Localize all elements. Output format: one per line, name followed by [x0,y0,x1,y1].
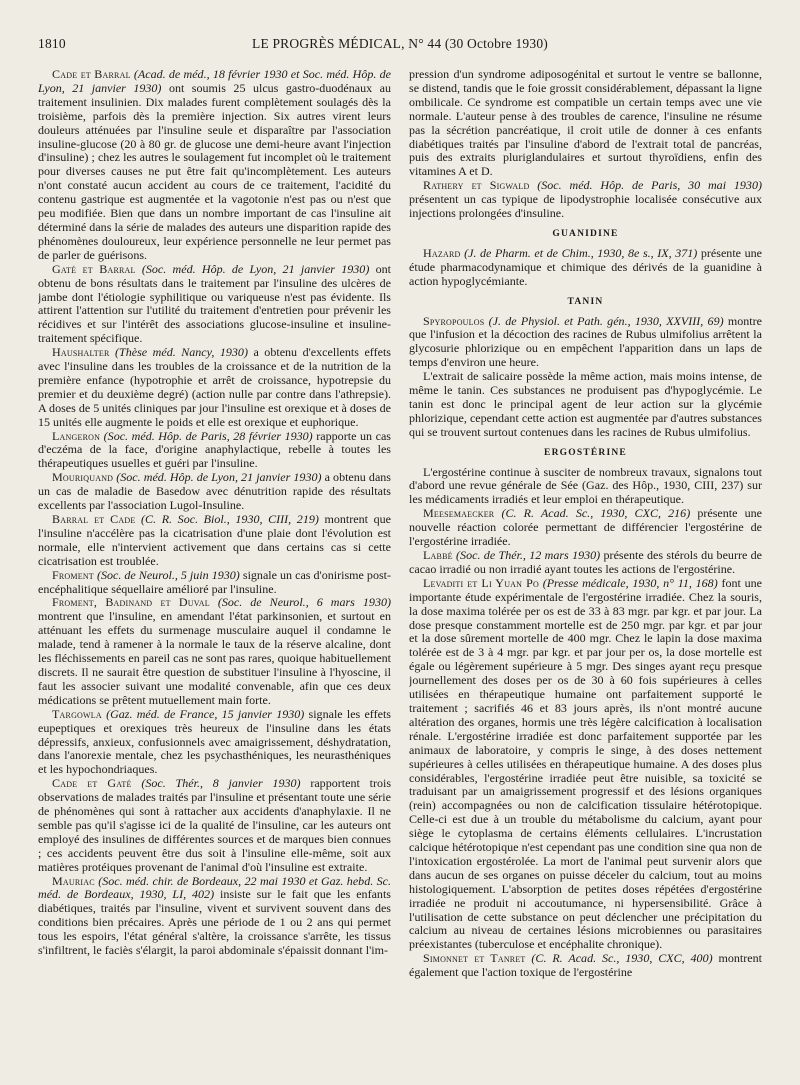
abstract-paragraph [38,875,391,958]
abstract-paragraph [409,549,762,577]
article-columns [38,68,762,1068]
abstract-text: montrent également que l'action toxique de l'ergostérine [409,951,762,980]
left-column [38,68,391,1068]
author-names: Froment, Badinand et Duval [52,595,210,610]
citation-source: (Soc. de Thér., 12 mars 1930) [456,548,601,562]
abstract-paragraph [409,952,762,980]
author-names: Hazard [423,245,461,260]
citation-source: (Soc. méd. Hôp. de Lyon, 21 janvier 1930) [116,470,322,485]
author-names: Langeron [52,428,101,443]
running-header [38,36,762,56]
author-names: Labbé [423,548,453,562]
abstract-text: présentent un cas typique de lipodystrophie localisée consécutive aux injections prolongées d'insuline. [409,192,762,221]
citation-source: (C. R. Acad. Sc., 1930, CXC, 400) [531,951,713,966]
journal-title: LE PROGRÈS MÉDICAL, N° 44 (30 Octobre 1930) [252,36,548,51]
abstract-paragraph [38,471,391,513]
page-number: 1810 [38,36,66,51]
abstract-paragraph [38,430,391,472]
abstract-paragraph [38,513,391,569]
section-heading-ergosterine: ERGOSTÉRINE [544,447,627,458]
abstract-paragraph [38,68,391,263]
body-paragraph: L'extrait de salicaire possède la même action, mais moins intense, de même le tanin. Ces substances ne produisent pas d'hypoglycémie. Le tanin est donc le principal agent de leur action sur la glycémie phlorizique, cependant cette action est augmentée par d'autres substances qui se trouvent surtout contenues dans les racines de Rubus ulmifolius. [409,369,762,439]
citation-source: (Soc. méd. Hôp. de Paris, 28 février 1930) [103,428,313,443]
author-names: Meesemaecker [423,506,495,521]
author-names: Targowla [52,706,102,721]
abstract-text: rapportent trois observations de malades traités par l'insuline et présentant toute une série de phénomènes qui sont à rattacher aux accidents d'anaphylaxie. Il ne semble pas qu'il s'agisse ici de la qualité de l'insuline, car les auteurs ont employé des insulines de différentes sources et de marques bien connues ; ces accidents peuvent être dus soit à l'insuline elle-même, soit aux matières protéiques provenant de l'animal d'où l'insuline est extraite. [38,776,391,874]
abstract-paragraph [38,708,391,778]
citation-source: (C. R. Soc. Biol., 1930, CIII, 219) [141,512,319,526]
abstract-text: a obtenu d'excellents effets avec l'insuline dans les troubles de la croissance et de la nutrition de la première enfance (hypotrophie et arrêt de croissance, hypotrepsie du premier et du deuxième degré) (action nulle par contre dans l'athrepsie). A doses de 5 unités cliniques par jour l'insuline est orexique et à doses de 15 unités elle augmente le poids et elle est orexique et euphorique. [38,345,391,429]
citation-source: (Presse médicale, 1930, n° 11, 168) [542,575,718,590]
abstract-text: montre que l'infusion et la décoction des racines de Rubus ulmifolius arrêtent la glycosurie phlorizique ou en empêchent l'apparition dans un laps de temps d'environ une heure. [409,313,762,370]
author-names: Gaté et Barral [52,261,136,276]
author-names: Cade et Gaté [52,776,132,791]
author-names: Cade et Barral [52,68,131,81]
abstract-text: montrent que l'insuline, en amendant l'état parkinsonien, et surtout en atténuant les effets du surmenage musculaire auquel il condamne le malade, tend à ramener à la normale le taux de la réserve alcaline, dont les fléchissements en pareil cas ne sont pas rares, quoique habituellement discrets. Il ne saurait être question de substituer l'insuline à l'hyoscine, il faut les associer suivant une modalité convenable, afin que ces deux médications se prêtent mutuellement main forte. [38,609,391,707]
abstract-paragraph [409,247,762,289]
abstract-text: signale un cas d'onirisme post-encéphalitique séquellaire amélioré par l'insuline. [38,567,391,596]
citation-source: (Soc. méd. Hôp. de Paris, 30 mai 1930) [537,178,762,193]
abstract-text: présente une nouvelle réaction colorée permettant de différencier l'ergostérine de l'ergostérine irradiée. [409,506,762,549]
author-names: Rathery et Sigwald [423,178,530,193]
citation-source: (Thèse méd. Nancy, 1930) [115,345,248,360]
author-names: Spyropoulos [423,313,485,328]
author-names: Mauriac [52,873,95,888]
citation-source: (Soc. Thér., 8 janvier 1930) [141,776,301,791]
author-names: Barral et Cade [52,512,136,526]
body-paragraph: L'ergostérine continue à susciter de nombreux travaux, signalons tout d'abord une revue générale de Sée (Gaz. des Hôp., 1930, CIII, 237) sur les médicaments irradiés et leur emploi en thérapeutique. [409,464,762,507]
citation-source: (Acad. de méd., 18 février 1930 et Soc. méd. Hôp. de Lyon, 21 janvier 1930) [38,68,391,95]
author-names: Simonnet et Tanret [423,951,526,966]
abstract-paragraph [38,569,391,597]
citation-source: (J. de Pharm. et de Chim., 1930, 8e s., IX, 371) [464,245,698,260]
abstract-paragraph [409,577,762,952]
abstract-paragraph [409,507,762,549]
abstract-text: présente des stérols du beurre de cacao irradié ou non irradié ayant toutes les actions de l'ergostérine. [409,548,762,576]
author-names: Levaditi et Li Yuan Po [423,575,539,590]
right-column [409,68,762,1068]
abstract-text: présente une étude pharmacodynamique et chimique des dérivés de la guanidine à action hypoglycémiante. [409,245,762,288]
section-heading-tanin: TANIN [567,296,604,307]
citation-source: (C. R. Acad. Sc., 1930, CXC, 216) [501,506,691,521]
author-names: Mouriquand [52,470,114,485]
author-names: Froment [52,567,94,582]
abstract-text: ont soumis 25 ulcus gastro-duodénaux au traitement insulinien. Dix malades furent complètement soulagés dès la troisième, parfois dès la première injection. Six autres virent leurs douleurs atténuées par l'insuline seule et disparaître par l'association insuline-glucose (20 à 80 gr. de glucose une demi-heure avant l'injection d'insuline) ; chez les autres le soulagement fut incomplet où le traitement pour diverses causes ne put être fait qu'incomplètement. Les auteurs n'ont constaté aucun accident au cours de ce traitement, l'acidité du contenu gastrique est augmentée et la vagotonie n'est pas ou n'est que peu modifiée. Bien que dans un nombre important de cas l'insuline ait déterminé dans la série de malades des auteurs une disparition rapide des phénomènes douloureux, leur expérience personnelle ne leur permet pas de parler de guérisons. [38,80,391,262]
abstract-paragraph [409,315,762,371]
abstract-text: ont obtenu de bons résultats dans le traitement par l'insuline des ulcères de jambe dont l'étiologie syphilitique ou variqueuse n'est pas évidente. Ils attirent l'attention sur l'utilité du traitement d'entretien pour prévenir les récidives et sur l'intérêt des associations glucose-insuline et insuline-traitement spécifique. [38,261,391,346]
citation-source: (Soc. méd. chir. de Bordeaux, 22 mai 1930 et Gaz. hebd. Sc. méd. de Bordeaux, 1930, LI, 402) [38,873,391,902]
citation-source: (Soc. méd. Hôp. de Lyon, 21 janvier 1930) [141,261,370,276]
citation-source: (Soc. de Neurol., 5 juin 1930) [96,567,240,582]
continued-paragraph: pression d'un syndrome adiposogénital et surtout le ventre se ballonne, se distend, tandis que le foie grossit considérablement, dépassant la ligne ombilicale. Ce syndrome est compatible un certain temps avec une vie normale. L'auteur pense à des troubles de carence, l'insuline ne résume pas la sécrétion pancréatique, il croit utile de donner à ces enfants diabétiques traités par l'insuline d'abord de l'extrait total de pancréas, puis des extraits pluriglandulaires et surtout thyroïdiens, enfin des vitamines A et D. [409,68,762,179]
abstract-text: signale les effets eupeptiques et orexiques très heureux de l'insuline dans les états dépressifs, anxieux, confusionnels avec amaigrissement, déshydratation, dans l'anorexie mentale, chez les psychasthéniques, les neurasthéniques et les hypochondriaques. [38,706,391,777]
abstract-paragraph [38,777,391,874]
citation-source: (J. de Physiol. et Path. gén., 1930, XXVIII, 69) [488,313,724,328]
abstract-paragraph [38,346,391,429]
abstract-text: a obtenu dans un cas de maladie de Basedow avec dénutrition rapide des résultats excellents par l'association Lugol-Insuline. [38,470,391,513]
abstract-text: rapporte un cas d'eczéma de la face, d'origine anaphylactique, rebelle à toutes les thérapeutiques usuelles et guéri par l'insuline. [38,428,391,471]
abstract-text: insiste sur le fait que les enfants diabétiques, traités par l'insuline, vivent et survivent souvent dans des conditions bien précaires. Après une période de 1 ou 2 ans qui permet tous les espoirs, l'état général s'altère, la croissance s'arrête, les tissus s'infiltrent, le faciès s'élargit, la paroi abdominale s'épaissit donnant l'im- [38,887,391,958]
author-names: Haushalter [52,345,110,360]
abstract-text: font une importante étude expérimentale de l'ergostérine irradiée. Chez la souris, la dose maxima tolérée per os est de 33 à 83 mgr. par kgr. et par jour. La dose presque constamment mortelle est de 250 mgr. par kgr. et par jour et la dose sûrement mortelle de 400 mgr. Chez le lapin la dose maxima tolérée est de 3 à 4 mgr. par kgr. et par jour per os, la dose mortelle est égale ou légèrement supérieure à 5 mgr. Des singes ayant reçu presque journellement des doses per os de 30 à 60 fois supérieures à celles utilisées en thérapeutique humaine ont parfaitement supporté le traitement ; sacrifiés 46 et 83 jours après, ils n'ont montré aucune altération des organes, hormis une très légère calcification à localisation rénale. L'ergostérine irradiée est donc parfaitement supportée par les animaux de laboratoire, y compris le singe, à des doses nettement supérieures à celles utilisées en thérapeutique humaine. A des doses plus considérables, l'ergostérine irradiée peut être nuisible, sa toxicité se traduisant par un amaigrissement progressif et des lésions organiques (rein) accompagnées ou non de calcification tissulaire hétérotopique. Celle-ci est due à un trouble du métabolisme du calcium, ayant pour siège le cytoplasma de certains éléments cellulaires. L'incrustation calcique hétérotopique n'est cependant pas une condition sine qua non de l'intoxication ergostérolée. La mort de l'animal peut survenir alors que dans aucun de ses organes on puisse déceler du calcium, tout au moins histologiquement. L'absorption de petites doses répétées d'ergostérine irradiée ne produit ni accoutumance, ni hypersensibilité. Grâce à l'utilisation de cette substance on peut déclencher une précipitation du calcium au niveau de certaines lésions microbiennes ou parasitaires préexistantes (tuberculose et encéphalite chronique). [409,575,762,952]
abstract-text: montrent que l'insuline n'accélère pas la cicatrisation d'une plaie dont l'évolution est normale, elle n'intervient activement que dans certains cas si cette cicatrisation est troublée. [38,512,391,568]
citation-source: (Soc. de Neurol., 6 mars 1930) [217,595,391,610]
abstract-paragraph [38,596,391,707]
citation-source: (Gaz. méd. de France, 15 janvier 1930) [106,706,305,721]
abstract-paragraph [409,179,762,221]
abstract-paragraph [38,263,391,346]
section-heading-guanidine: GUANIDINE [552,228,619,239]
